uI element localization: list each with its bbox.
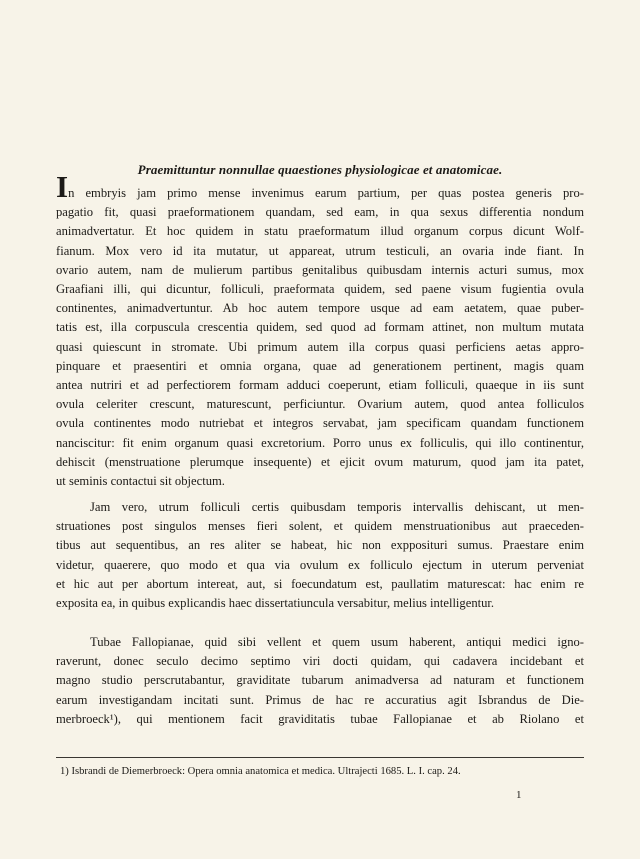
text-line: struationes post singulos menses fieri solent, et quidem menstruationibus aut praeceden- (56, 519, 584, 534)
signature-mark: 1 (516, 789, 522, 801)
paragraph-2 (56, 498, 584, 613)
text-line: fianum. Mox vero id ita mutatur, ut appareat, utrum testiculi, an ovaria inde fiant. In (56, 243, 584, 258)
text-line: Tubae Fallopianae, quid sibi vellent et quem usum haberent, antiqui medici igno- (90, 635, 584, 649)
text-line: tatis est, illa corpuscula crescentia quidem, sed quod ad formam attinet, non multum mutata (56, 320, 584, 335)
text-line: Graafiani illi, qui dicuntur, folliculi, praeformata quidem, sed paene visum fugientia ovula (56, 282, 584, 297)
section-heading: Praemittuntur nonnullae quaestiones physiologicae et anatomicae. (137, 162, 503, 177)
footnote-divider (56, 757, 584, 758)
text-line: continentes, animadvertuntur. Ab hoc autem tempore usque ad eam aetatem, quae puber- (56, 301, 584, 316)
text-line: nanciscitur: fit enim organum quasi excretorium. Porro unus ex folliculis, qui illo continentur, (56, 435, 584, 450)
text-line: ovula celeriter crescunt, maturescunt, perficiuntur. Ovarium autem, quod antea folliculos (56, 397, 584, 412)
text-line: raverunt, donec seculo decimo septimo viri docti quidam, qui cadavera incidebant et (56, 654, 584, 669)
first-line-text: n embryis jam primo mense invenimus earum partium, per quas postea generis pro- (68, 186, 584, 200)
paragraph-3 (56, 633, 584, 729)
text-line: ut seminis contactui sit objectum. (56, 474, 225, 489)
text-line: Jam vero, utrum folliculi certis quibusdam temporis intervallis dehiscant, ut men- (90, 500, 584, 514)
text-line: et hic aut per abortum intereat, aut, si foecundatum est, paullatim maturescat: hac enim re (56, 576, 584, 591)
text-line: magno studio perscrutabantur, graviditate tubarum animadversa ad naturam et functionem (56, 673, 584, 688)
text-line: merbroeck¹), qui mentionem facit graviditatis tubae Fallopianae et ab Riolano et (56, 711, 584, 726)
text-line: animadvertatur. Et hoc quidem in statu praeformatum illud organum corpus dicunt Wolf- (56, 224, 584, 239)
text-line: antea nutriri et ad perfectiorem formam adduci coeperunt, etiam folliculi, quaeque in iis sunt (56, 378, 584, 393)
footnote: 1) Isbrandi de Diemerbroeck: Opera omnia anatomica et medica. Ultrajecti 1685. L. I. cap. 24. (60, 766, 461, 777)
text-line: dehiscit (menstruatione plerumque insequente) et ejicit ovum maturum, quod jam ita patet, (56, 454, 584, 469)
text-line: quasi quiescunt in stromate. Ubi primum autem illa corpus quasi perficiens aetas appro- (56, 339, 584, 354)
text-line: ovula continentes modo nutriebat et integros servabat, jam specificam quandam functionem (56, 416, 584, 431)
text-line: videtur, quaerere, quo modo et qua via ovulum ex folliculo ejectum in uterum perveniat (56, 557, 584, 572)
drop-cap: I (56, 169, 69, 204)
text-line: ovario autem, nam de mulierum partibus genitalibus quibusdam internis acturi sumus, mox (56, 262, 584, 277)
text-line: pinquare et praesentiri et omnia organa, quae ad generationem pertinent, magis quam (56, 358, 584, 373)
text-line: exposita ea, in quibus explicandis haec dissertatiuncula versabitur, melius intelligentur. (56, 596, 495, 611)
text-line: pagatio fit, quasi praeformationem quandam, sed eam, in qua sexus differentia nondum (56, 205, 584, 220)
text-line: earum investigandam incitati sunt. Primus de hac re accuratius agit Isbrandus de Die- (56, 692, 584, 707)
text-line: tibus aut sequentibus, an res aliter se habeat, hic non expposituri sumus. Praestare enim (56, 538, 584, 553)
